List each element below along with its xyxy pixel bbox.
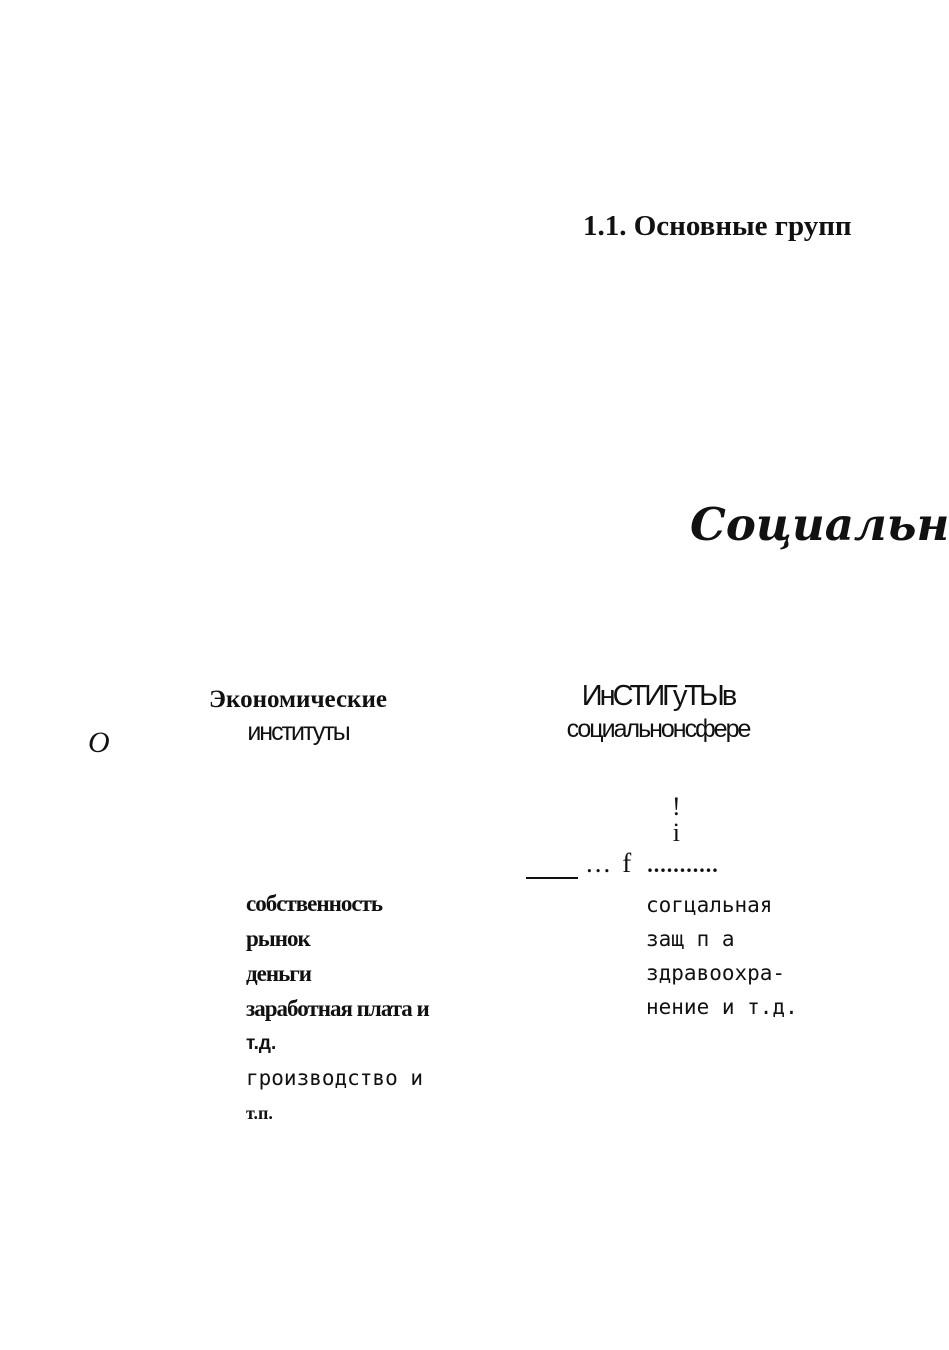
list-item: деньги — [246, 961, 311, 986]
list-item: защ п а — [646, 927, 735, 951]
section-heading: 1.1. Основные групп — [583, 210, 852, 242]
connector-i: i — [672, 818, 680, 847]
connector-underscore — [526, 849, 578, 879]
social-header-line1: ИнСТИГуТЫв — [581, 680, 735, 712]
connector-dots: ... — [586, 848, 613, 878]
list-item: заработная плата и — [246, 996, 429, 1021]
connector-marks — [672, 794, 681, 846]
list-item: здравоохра- — [646, 961, 786, 985]
list-item: гроизводство и — [246, 1066, 424, 1090]
economic-header-line2: институты — [247, 718, 349, 746]
economic-institutions-list — [246, 886, 429, 1131]
connector-dotted: ........... — [647, 852, 719, 877]
connector-f: f — [622, 848, 632, 878]
social-institutions-header — [520, 680, 796, 746]
social-header-line2: социальнонсфере — [566, 715, 750, 743]
list-item: нение и т.д. — [646, 995, 798, 1019]
margin-mark: O — [88, 726, 110, 759]
connector-line — [526, 848, 719, 879]
connector-bang: ! — [672, 792, 681, 821]
social-institutions-list — [646, 888, 798, 1024]
list-item: рынок — [246, 926, 310, 951]
list-item: т.д. — [246, 1033, 277, 1054]
economic-header-line1: Экономические — [209, 686, 387, 713]
list-item: собственность — [246, 891, 383, 916]
diagram-title: Социальн — [690, 498, 949, 551]
economic-institutions-header — [190, 683, 406, 749]
list-item: согцальная — [646, 893, 773, 917]
list-item: т.п. — [246, 1103, 273, 1123]
